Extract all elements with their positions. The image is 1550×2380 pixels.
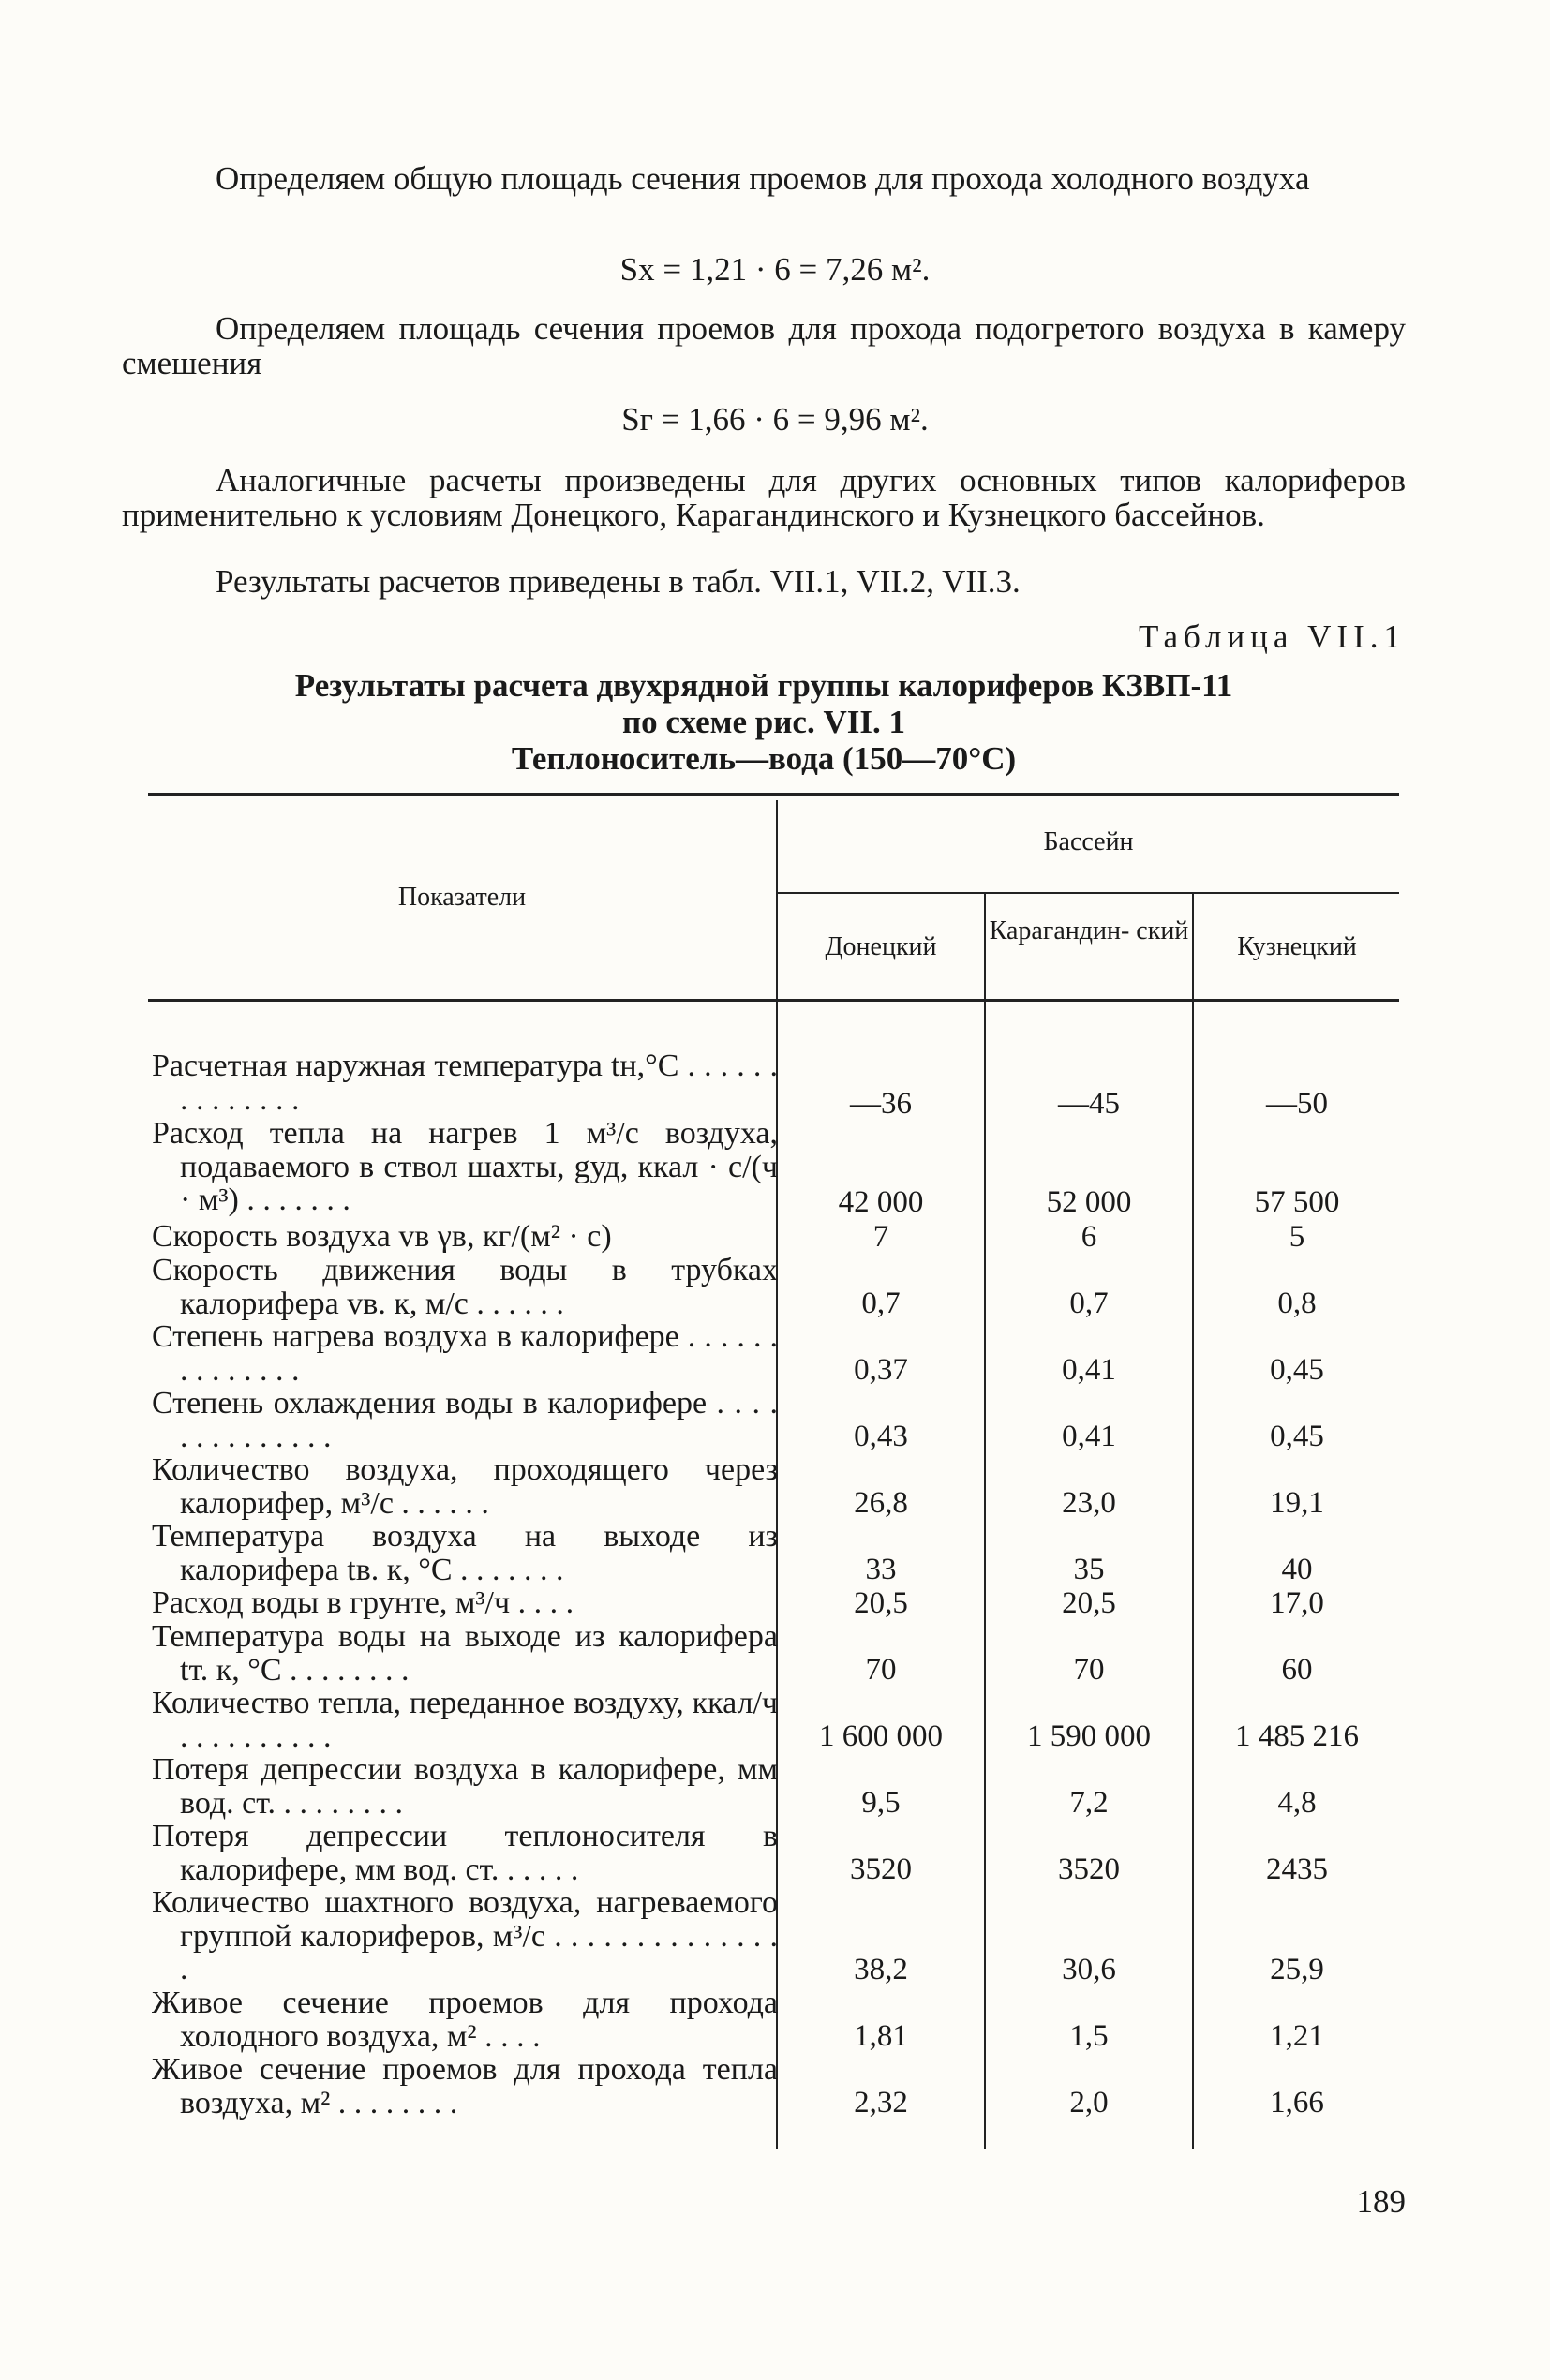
row-label: Количество шахтного воздуха, нагреваемого группой калориферов, м³/с . . . . . . . . . . . . . . . — [152, 1885, 778, 1986]
cell-donetsk: 1 600 000 — [819, 1719, 943, 1753]
cell-kuznetsk: 0,8 — [1277, 1287, 1317, 1320]
row-label: Потеря депрессии воздуха в калорифере, мм вод. ст. . . . . . . . . — [152, 1752, 778, 1821]
cell-karaganda: 23,0 — [1062, 1486, 1116, 1520]
cell-donetsk: 20,5 — [854, 1586, 908, 1620]
row-label: Расход тепла на нагрев 1 м³/с воздуха, подаваемого в ствол шахты, gуд, ккал · с/(ч · м³) . . . . . . . — [152, 1116, 778, 1217]
row-label: Степень охлаждения воды в калорифере . . . . . . . . . . . . . . — [152, 1386, 778, 1454]
cell-donetsk: 70 — [865, 1653, 897, 1687]
table-top-rule — [148, 793, 1399, 796]
cell-donetsk: 7 — [872, 1220, 889, 1254]
cell-karaganda: 30,6 — [1062, 1953, 1116, 1986]
cell-kuznetsk: 25,9 — [1270, 1953, 1324, 1986]
cell-kuznetsk: 4,8 — [1277, 1786, 1317, 1820]
cell-donetsk: 0,43 — [854, 1420, 908, 1453]
cell-kuznetsk: 1,21 — [1270, 2019, 1324, 2053]
cell-karaganda: 0,41 — [1062, 1353, 1116, 1387]
header-basin: Бассейн — [1043, 827, 1134, 856]
table-caption: Таблица VII.1 — [1138, 618, 1406, 655]
cell-karaganda: 35 — [1073, 1553, 1105, 1586]
cell-kuznetsk: 60 — [1281, 1653, 1313, 1687]
cell-karaganda: 6 — [1081, 1220, 1097, 1254]
cell-karaganda: 1 590 000 — [1027, 1719, 1151, 1753]
page-number: 189 — [1356, 2183, 1406, 2220]
cell-donetsk: 38,2 — [854, 1953, 908, 1986]
cell-kuznetsk: 5 — [1289, 1220, 1305, 1254]
cell-karaganda: 2,0 — [1069, 2086, 1109, 2120]
table-title-line3: Теплоноситель—вода (150—70°C) — [511, 740, 1017, 777]
table-title-line1: Результаты расчета двухрядной группы калориферов КЗВП-11 — [294, 667, 1233, 704]
paragraph-cold-air-area: Определяем общую площадь сечения проемов для прохода холодного воздуха — [216, 160, 1310, 197]
cell-karaganda: 0,7 — [1069, 1287, 1109, 1320]
cell-donetsk: 1,81 — [854, 2019, 908, 2053]
cell-kuznetsk: 17,0 — [1270, 1586, 1324, 1620]
cell-karaganda: 0,41 — [1062, 1420, 1116, 1453]
row-label: Живое сечение проемов для прохода тепла воздуха, м² . . . . . . . . — [152, 2052, 778, 2120]
paragraph-warm-air-area: Определяем площадь сечения проемов для прохода подогретого воздуха в камеру смешения — [122, 310, 1406, 381]
header-karaganda: Карагандин- ский — [989, 916, 1189, 945]
cell-donetsk: 0,7 — [861, 1287, 901, 1320]
cell-kuznetsk: 2435 — [1266, 1852, 1328, 1886]
header-kuznetsk: Кузнецкий — [1237, 932, 1357, 961]
formula-warm-air: Sг = 1,66 · 6 = 9,96 м². — [621, 401, 929, 438]
cell-donetsk: 0,37 — [854, 1353, 908, 1387]
table-header-rule — [148, 999, 1399, 1002]
cell-karaganda: —45 — [1058, 1087, 1120, 1121]
cell-donetsk: 2,32 — [854, 2086, 908, 2120]
row-label: Расчетная наружная температура tн,°C . . . . . . . . . . . . . . — [152, 1049, 778, 1117]
cell-kuznetsk: 1 485 216 — [1235, 1719, 1359, 1753]
cell-donetsk: —36 — [850, 1087, 912, 1121]
cell-donetsk: 3520 — [850, 1852, 912, 1886]
basin-header-rule — [778, 892, 1399, 894]
cell-donetsk: 9,5 — [861, 1786, 901, 1820]
row-label: Температура воздуха на выходе из калорифера tв. к, °C . . . . . . . — [152, 1519, 778, 1587]
cell-kuznetsk: 19,1 — [1270, 1486, 1324, 1520]
row-label: Количество тепла, переданное воздуху, ккал/ч . . . . . . . . . . — [152, 1686, 778, 1754]
cell-karaganda: 3520 — [1058, 1852, 1120, 1886]
cell-kuznetsk: 40 — [1281, 1553, 1313, 1586]
cell-karaganda: 70 — [1073, 1653, 1105, 1687]
table-title-line2: по схеме рис. VII. 1 — [622, 704, 905, 740]
cell-donetsk: 42 000 — [838, 1185, 924, 1219]
cell-karaganda: 20,5 — [1062, 1586, 1116, 1620]
header-indicators: Показатели — [397, 883, 527, 912]
row-label: Скорость движения воды в трубках калорифера vв. к, м/с . . . . . . — [152, 1253, 778, 1321]
row-label: Живое сечение проемов для прохода холодного воздуха, м² . . . . — [152, 1986, 778, 2054]
cell-karaganda: 7,2 — [1069, 1786, 1109, 1820]
cell-kuznetsk: 57 500 — [1254, 1185, 1340, 1219]
row-label: Температура воды на выходе из калорифера tт. к, °C . . . . . . . . — [152, 1619, 778, 1688]
row-label: Степень нагрева воздуха в калорифере . . . . . . . . . . . . . . — [152, 1319, 778, 1388]
formula-cold-air: Sх = 1,21 · 6 = 7,26 м². — [619, 251, 931, 288]
cell-donetsk: 26,8 — [854, 1486, 908, 1520]
header-donetsk: Донецкий — [825, 932, 937, 961]
cell-kuznetsk: 0,45 — [1270, 1420, 1324, 1453]
row-label: Скорость воздуха vв γв, кг/(м² · с) — [152, 1219, 612, 1254]
row-label: Потеря депрессии теплоносителя в калорифере, мм вод. ст. . . . . . — [152, 1819, 778, 1887]
paragraph-results-reference: Результаты расчетов приведены в табл. VII.1, VII.2, VII.3. — [216, 563, 1021, 600]
paragraph-similar-calculations: Аналогичные расчеты произведены для других основных типов калориферов применительно к условиям Донецкого, Карагандинского и Кузнецкого бассейнов. — [122, 462, 1406, 533]
cell-karaganda: 52 000 — [1046, 1185, 1132, 1219]
row-label: Расход воды в грунте, м³/ч . . . . — [152, 1585, 574, 1620]
cell-kuznetsk: 0,45 — [1270, 1353, 1324, 1387]
cell-karaganda: 1,5 — [1069, 2019, 1109, 2053]
cell-donetsk: 33 — [865, 1553, 897, 1586]
cell-kuznetsk: 1,66 — [1270, 2086, 1324, 2120]
row-label: Количество воздуха, проходящего через калорифер, м³/с . . . . . . — [152, 1452, 778, 1521]
cell-kuznetsk: —50 — [1266, 1087, 1328, 1121]
